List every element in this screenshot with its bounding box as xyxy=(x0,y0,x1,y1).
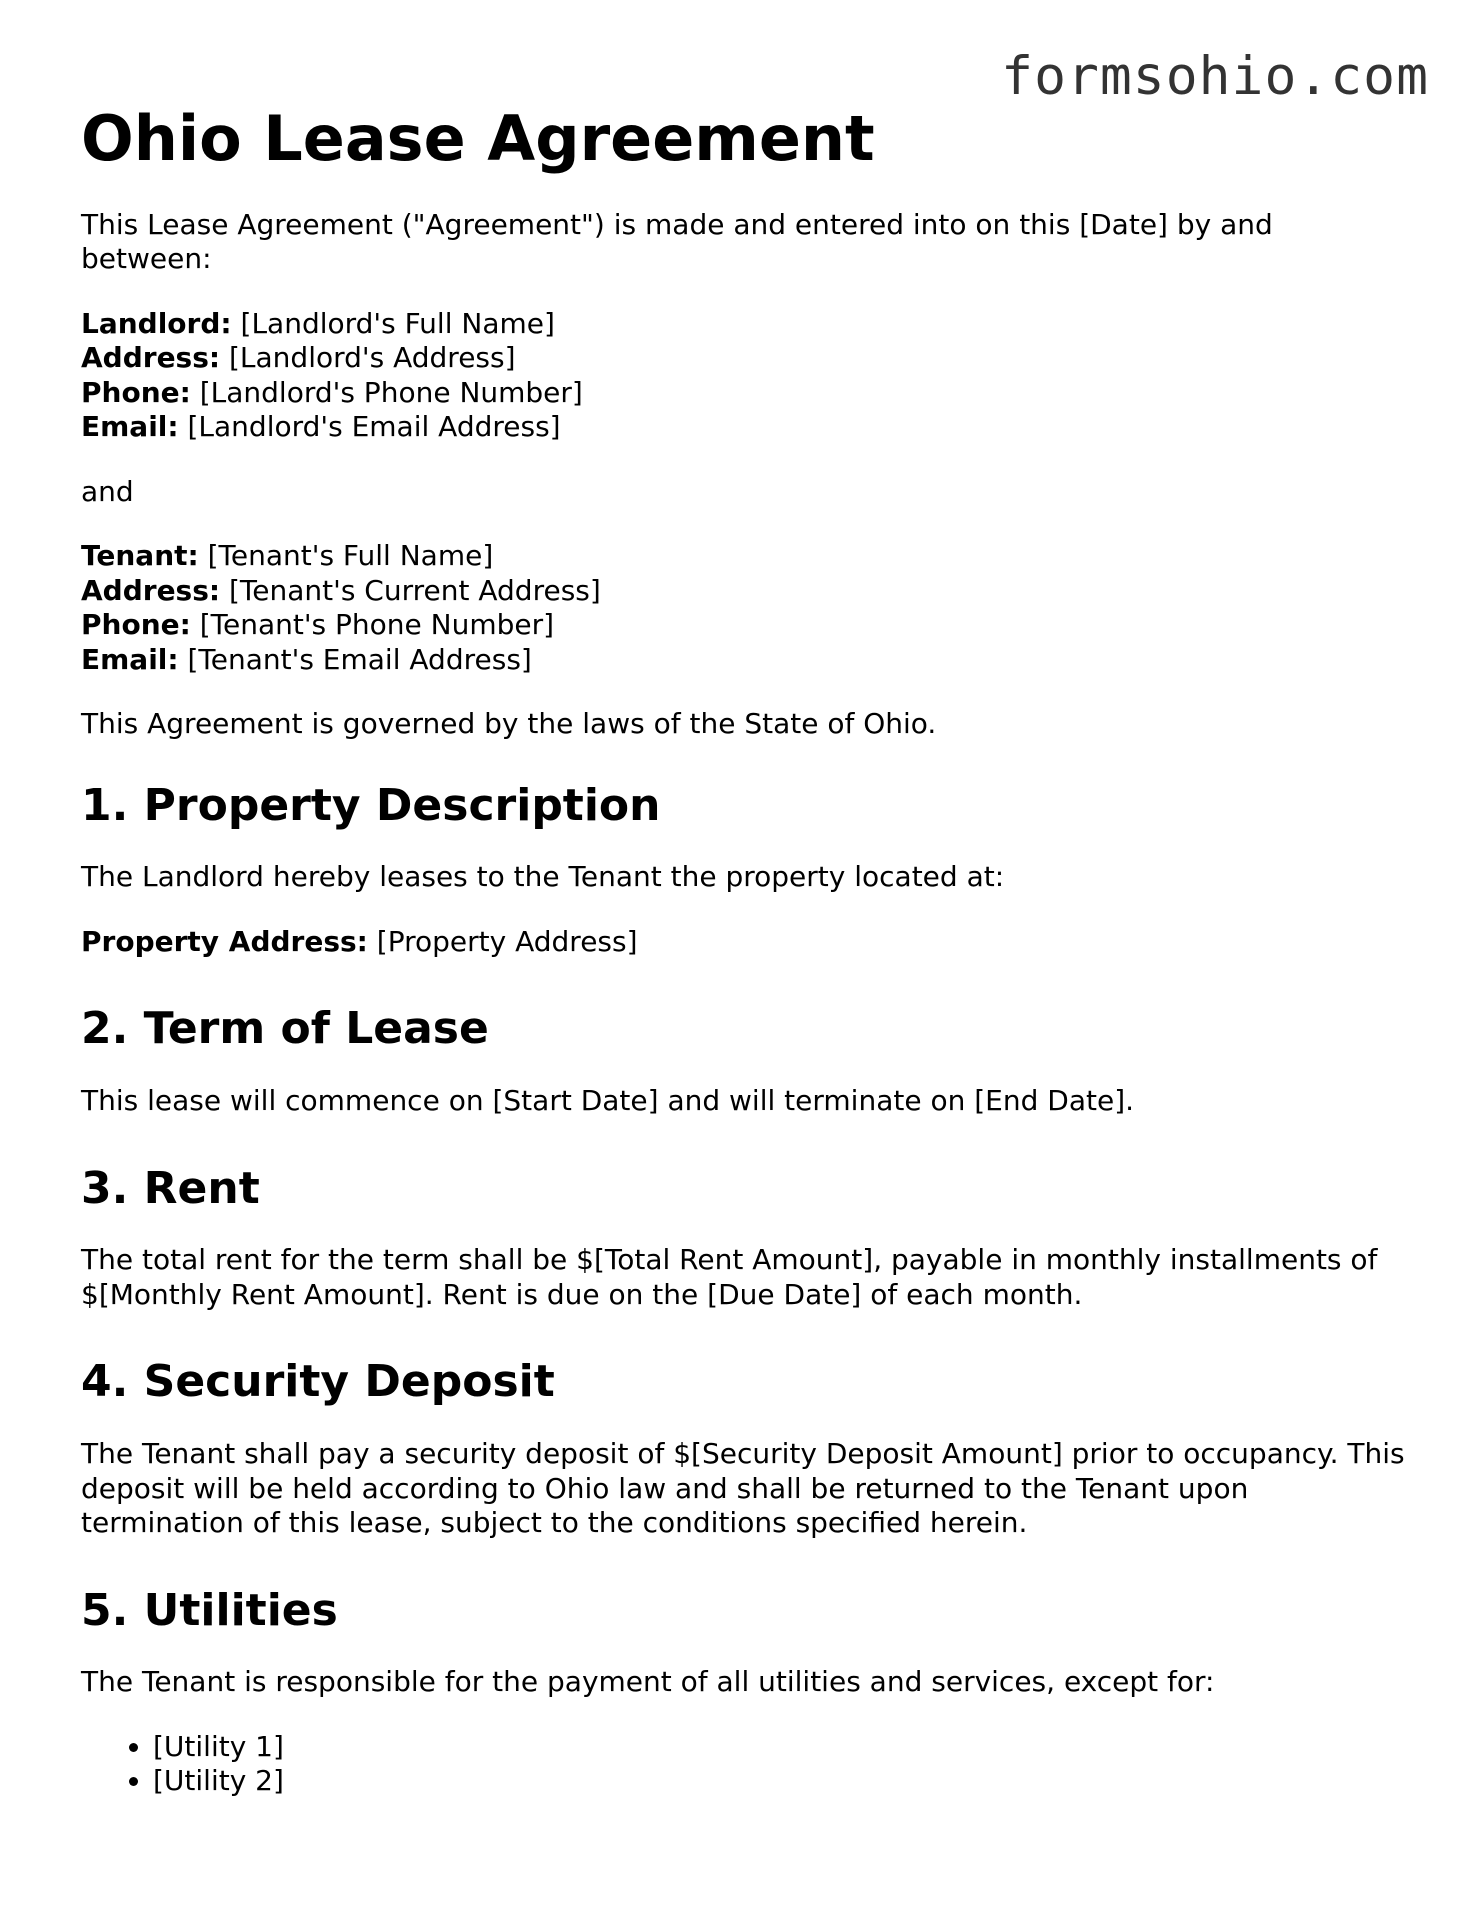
tenant-block xyxy=(81,539,1411,677)
lease-document xyxy=(81,100,1411,1799)
landlord-phone-line xyxy=(81,376,1411,411)
section-heading-deposit: 4. Security Deposit xyxy=(81,1356,555,1408)
landlord-name-line xyxy=(81,307,1411,342)
landlord-phone-label: Phone: xyxy=(81,375,191,409)
section-text-deposit: The Tenant shall pay a security deposit of $[Security Deposit Amount] prior to occupancy. This deposit will be held according to Ohio law and shall be returned to the Tenant upon termination of this lease, subject to the conditions specified herein. xyxy=(81,1437,1405,1540)
landlord-name-label: Landlord: xyxy=(81,306,232,340)
section-heading-utilities: 5. Utilities xyxy=(81,1584,338,1636)
tenant-email-label: Email: xyxy=(81,642,179,676)
property-address-line xyxy=(81,925,1411,960)
section-text-rent: The total rent for the term shall be $[Total Rent Amount], payable in monthly installments of $[Monthly Rent Amount]. Rent is due on the [Due Date] of each month. xyxy=(81,1243,1378,1311)
site-watermark: formsohio.com xyxy=(1001,46,1429,107)
tenant-address-label: Address: xyxy=(81,573,221,607)
tenant-name-line xyxy=(81,539,1411,574)
landlord-address-label: Address: xyxy=(81,341,221,374)
section-text-property: The Landlord hereby leases to the Tenant the property located at: xyxy=(81,860,1005,894)
list-item: • [Utility 1] xyxy=(153,1730,1411,1765)
utilities-list xyxy=(81,1730,1411,1799)
landlord-phone-value: [Landlord's Phone Number] xyxy=(199,375,583,409)
tenant-phone-value: [Tenant's Phone Number] xyxy=(199,608,555,641)
tenant-phone-line xyxy=(81,608,1411,643)
property-address-label: Property Address: xyxy=(81,924,368,958)
landlord-email-label: Email: xyxy=(81,410,179,443)
tenant-address-line xyxy=(81,574,1411,609)
section-heading-property: 1. Property Description xyxy=(81,779,661,831)
section-text-term: This lease will commence on [Start Date] and will terminate on [End Date]. xyxy=(81,1084,1135,1118)
section-text-utilities: The Tenant is responsible for the payment of all utilities and services, except for: xyxy=(81,1665,1215,1699)
and-separator: and xyxy=(81,474,134,508)
tenant-address-value: [Tenant's Current Address] xyxy=(229,573,601,607)
tenant-email-value: [Tenant's Email Address] xyxy=(187,642,532,676)
property-address-value: [Property Address] xyxy=(376,924,638,958)
tenant-phone-label: Phone: xyxy=(81,608,191,641)
landlord-address-line xyxy=(81,341,1411,376)
tenant-name-value: [Tenant's Full Name] xyxy=(207,539,494,572)
tenant-email-line xyxy=(81,643,1411,678)
landlord-address-value: [Landlord's Address] xyxy=(229,341,516,374)
intro-paragraph: This Lease Agreement ("Agreement") is made and entered into on this [Date] by and between: xyxy=(81,207,1273,275)
section-heading-term: 2. Term of Lease xyxy=(81,1003,489,1055)
section-heading-rent: 3. Rent xyxy=(81,1162,260,1214)
landlord-block xyxy=(81,307,1411,445)
governing-law-paragraph: This Agreement is governed by the laws of the State of Ohio. xyxy=(81,707,937,740)
document-title: Ohio Lease Agreement xyxy=(81,102,875,175)
list-item: • [Utility 2] xyxy=(153,1764,1411,1799)
landlord-name-value: [Landlord's Full Name] xyxy=(240,306,555,340)
landlord-email-line xyxy=(81,410,1411,445)
tenant-name-label: Tenant: xyxy=(81,539,199,572)
landlord-email-value: [Landlord's Email Address] xyxy=(187,410,561,443)
